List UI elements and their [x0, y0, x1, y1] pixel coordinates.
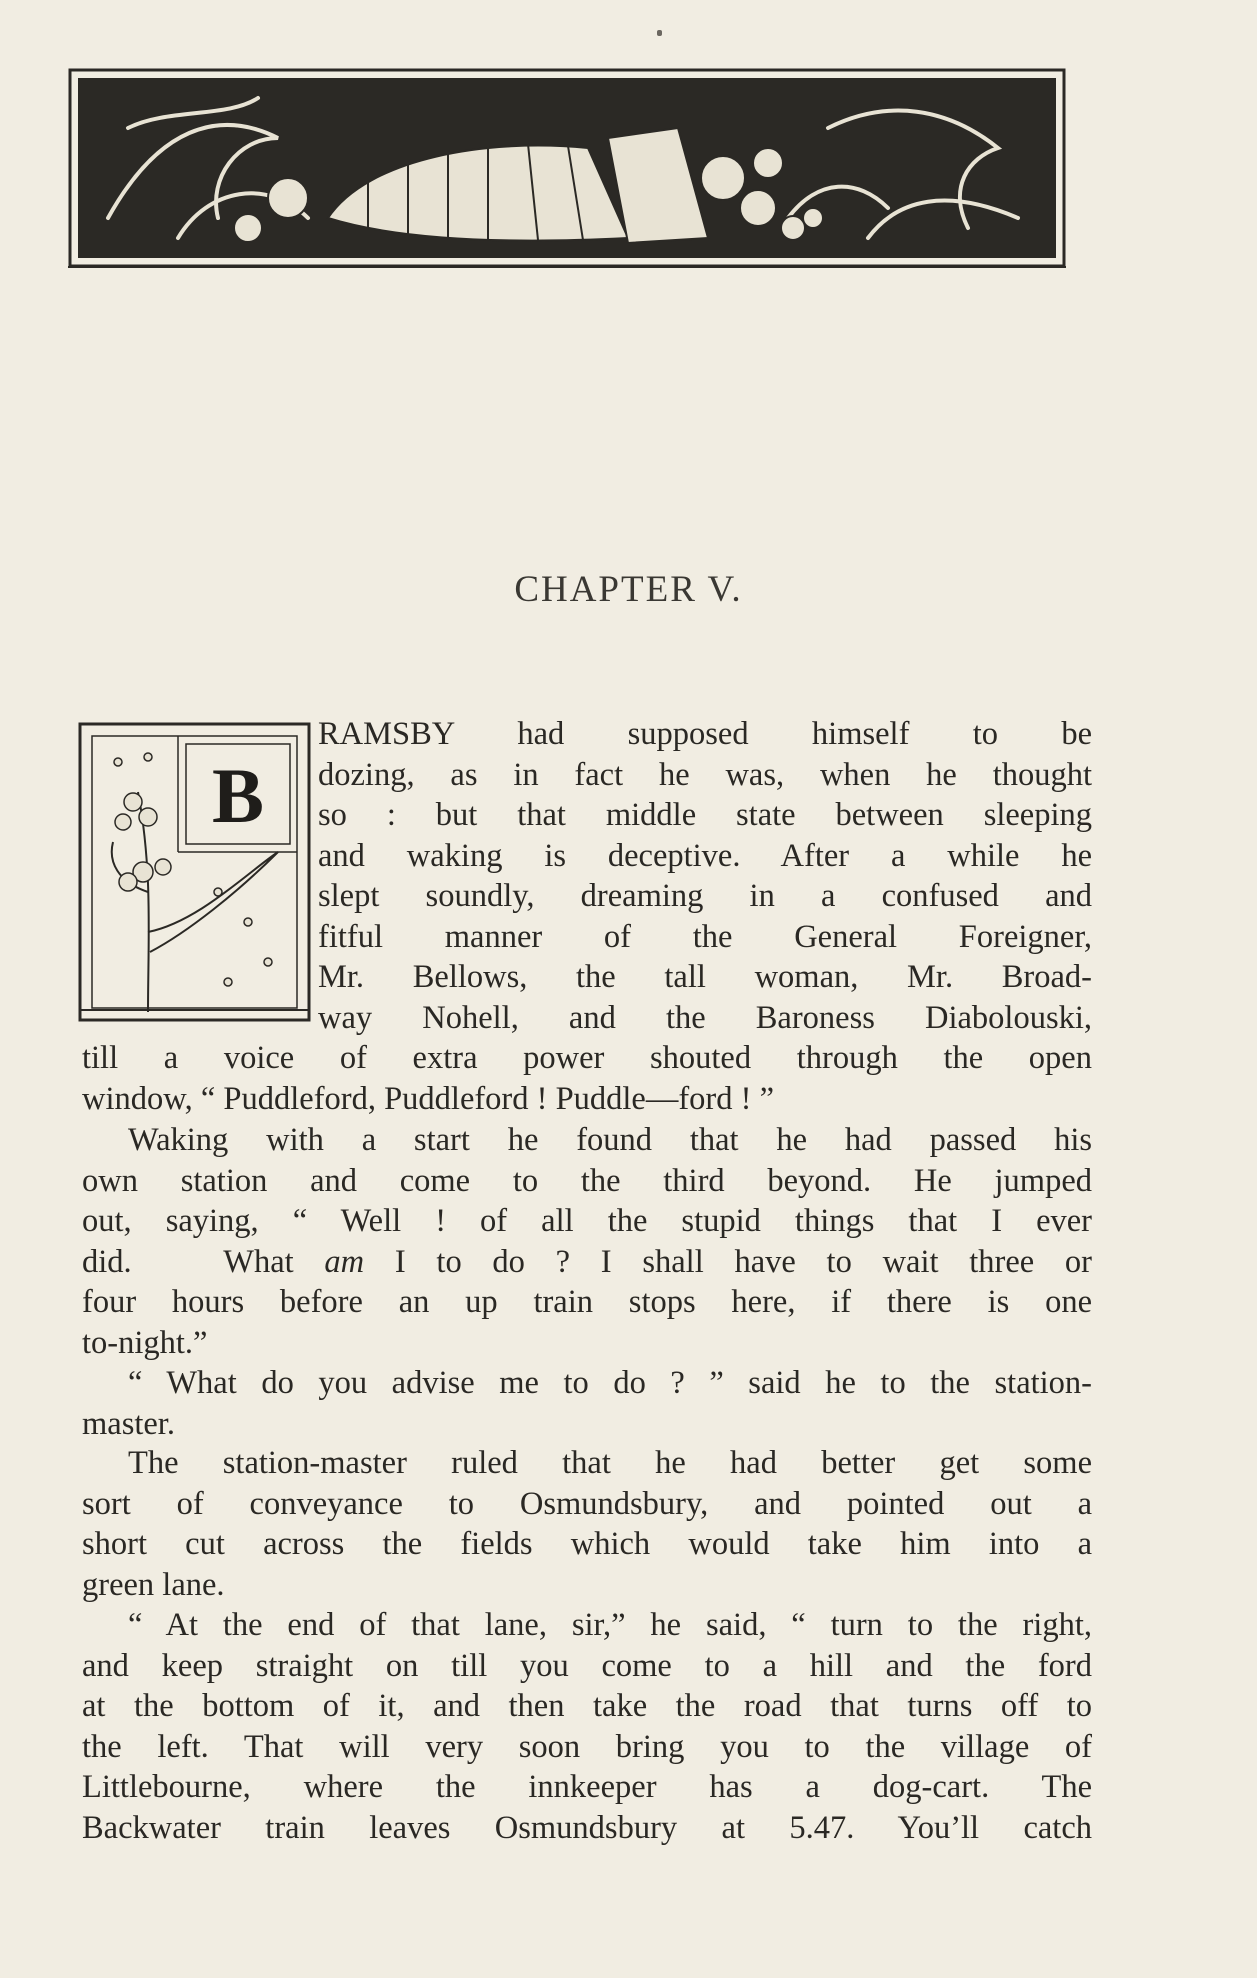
- text-line: Waking with a start he found that he had passed his: [128, 1122, 1092, 1158]
- text-fragment: I to do ? I shall have to wait three or: [394, 1243, 1093, 1280]
- text-line: Littlebourne, where the innkeeper has a dog-cart. The: [82, 1769, 1092, 1805]
- ink-speck: [657, 30, 662, 36]
- text-line: the left. That will very soon bring you to the village of: [82, 1728, 1092, 1765]
- paragraph-4: [82, 1443, 1092, 1605]
- paragraph-5: [82, 1605, 1092, 1848]
- emphasis: am: [324, 1243, 365, 1280]
- text-fragment: What: [223, 1243, 294, 1280]
- text-line: short cut across the fields which would take him into a: [82, 1526, 1092, 1562]
- drop-cap-letter: B: [211, 752, 265, 839]
- text-line: way Nohell, and the Baroness Diabolouski,: [318, 999, 1092, 1036]
- text-line: window, “ Puddleford, Puddleford ! Puddle—ford ! ”: [82, 1080, 775, 1117]
- text-line: and keep straight on till you come to a hill and the ford: [82, 1647, 1092, 1684]
- text-line: dozing, as in fact he was, when he thought: [318, 756, 1092, 793]
- text-line: own station and come to the third beyond. He jumped: [82, 1162, 1092, 1199]
- text-line: sort of conveyance to Osmundsbury, and pointed out a: [82, 1485, 1092, 1522]
- text-line: four hours before an up train stops here, if there is one: [82, 1284, 1092, 1320]
- text-line: “ What do you advise me to do ? ” said he to the station-: [128, 1365, 1092, 1401]
- text-line: so : but that middle state between sleeping: [318, 797, 1092, 833]
- text-line: Mr. Bellows, the tall woman, Mr. Broad-: [318, 959, 1092, 995]
- paragraph-1: [82, 714, 1092, 1119]
- text-line: “ At the end of that lane, sir,” he said, “ turn to the right,: [128, 1607, 1092, 1643]
- text-line: fitful manner of the General Foreigner,: [318, 918, 1092, 955]
- paragraph-3: [82, 1363, 1092, 1444]
- text-line: to-night.”: [82, 1324, 208, 1361]
- text-line: green lane.: [82, 1566, 225, 1603]
- text-line: [82, 1242, 1092, 1283]
- chapter-title: CHAPTER V.: [514, 569, 743, 610]
- text-line: out, saying, “ Well ! of all the stupid things that I ever: [82, 1203, 1092, 1239]
- text-fragment: did.: [82, 1243, 132, 1280]
- cornucopia-ornament-icon: [68, 68, 1066, 268]
- text-line: till a voice of extra power shouted through the open: [82, 1040, 1092, 1076]
- paragraph-2: [82, 1120, 1092, 1363]
- text-line: The station-master ruled that he had better get some: [128, 1445, 1092, 1481]
- text-line: RAMSBY had supposed himself to be: [318, 716, 1092, 752]
- text-line: at the bottom of it, and then take the road that turns off to: [82, 1688, 1092, 1724]
- text-line: slept soundly, dreaming in a confused and: [318, 878, 1092, 914]
- text-line: Backwater train leaves Osmundsbury at 5.47. You’ll catch: [82, 1809, 1092, 1846]
- text-line: and waking is deceptive. After a while he: [318, 837, 1092, 874]
- text-line: master.: [82, 1405, 175, 1442]
